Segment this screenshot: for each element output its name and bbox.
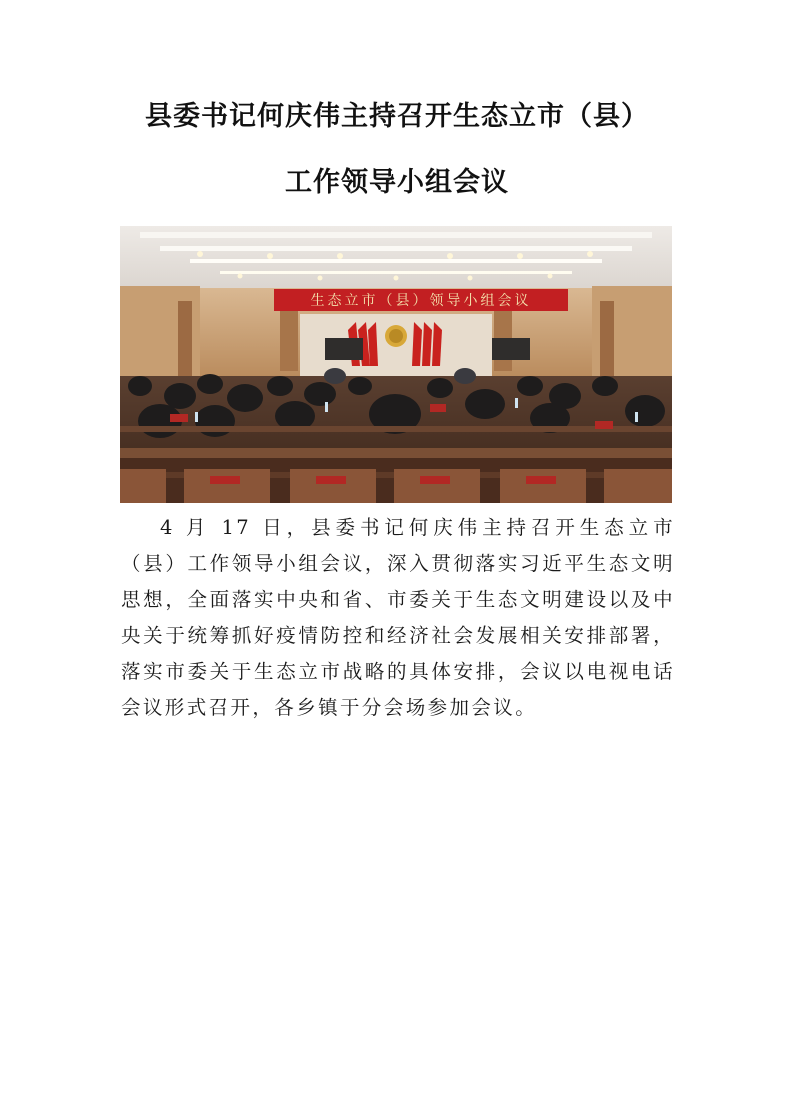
meeting-photo bbox=[120, 226, 672, 503]
banner-text: 生态立市（县）领导小组会议 bbox=[310, 293, 532, 309]
document-title-line-1: 县委书记何庆伟主持召开生态立市（县） bbox=[145, 101, 649, 132]
body-text bbox=[121, 510, 675, 726]
document-title-line-2: 工作领导小组会议 bbox=[285, 167, 509, 198]
body-paragraph: 4 月 17 日，县委书记何庆伟主持召开生态立市（县）工作领导小组会议，深入贯彻落实习近平生态文明思想，全面落实中央和省、市委关于生态文明建设以及中央关于统筹抓好疫情防控和经济社会发展相关安排部署，落实市委关于生态立市战略的具体安排，会议以电视电话会议形式召开，各乡镇于分会场参加会议。 bbox=[121, 516, 675, 719]
